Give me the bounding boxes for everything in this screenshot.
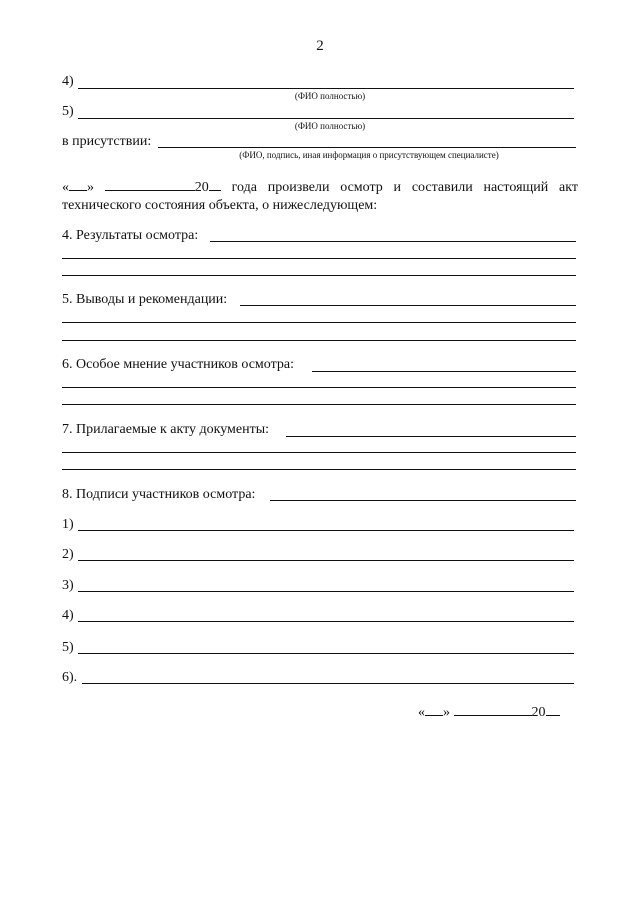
statement-line-2: технического состояния объекта, о нижеследующем: bbox=[62, 198, 378, 213]
signature-field-2[interactable] bbox=[78, 560, 574, 561]
signature-row-5 bbox=[62, 640, 74, 656]
section-conclusions-label: 5. Выводы и рекомендации: bbox=[62, 292, 228, 307]
year-field[interactable] bbox=[209, 178, 221, 191]
section-attachments-field-2[interactable] bbox=[62, 452, 576, 453]
section-opinion-field-1[interactable] bbox=[312, 371, 576, 372]
section-conclusions-field-1[interactable] bbox=[240, 305, 576, 306]
participant-row-5 bbox=[62, 104, 74, 120]
signature-field-1[interactable] bbox=[78, 530, 574, 531]
section-signatures-field[interactable] bbox=[270, 500, 576, 501]
date-month-year: 20 bbox=[105, 180, 221, 195]
footer-month-field[interactable] bbox=[454, 703, 532, 716]
participant-4-field[interactable] bbox=[78, 88, 574, 89]
signature-row-4 bbox=[62, 608, 74, 624]
section-results-field-2[interactable] bbox=[62, 258, 576, 259]
presence-field[interactable] bbox=[158, 147, 576, 148]
section-attachments-field-3[interactable] bbox=[62, 469, 576, 470]
participant-5-caption: (ФИО полностью) bbox=[294, 121, 366, 131]
signature-label: 2) bbox=[62, 547, 74, 562]
presence-row bbox=[62, 134, 151, 150]
section-opinion-label: 6. Особое мнение участников осмотра: bbox=[62, 357, 294, 372]
signature-field-5[interactable] bbox=[78, 653, 574, 654]
signature-label: 5) bbox=[62, 640, 74, 655]
statement-text: года произвели осмотр и составили настоящий акт bbox=[231, 180, 579, 195]
signature-field-4[interactable] bbox=[78, 621, 574, 622]
section-signatures-label: 8. Подписи участников осмотра: bbox=[62, 487, 256, 502]
signature-field-6[interactable] bbox=[82, 683, 574, 684]
section-attachments-label: 7. Прилагаемые к акту документы: bbox=[62, 422, 270, 437]
participant-row-4 bbox=[62, 74, 74, 90]
day-field[interactable] bbox=[69, 178, 87, 191]
signature-row-2 bbox=[62, 547, 74, 563]
signature-row-1 bbox=[62, 517, 74, 533]
presence-caption: (ФИО, подпись, иная информация о присутствующем специалисте) bbox=[239, 150, 499, 160]
signature-field-3[interactable] bbox=[78, 591, 574, 592]
page-number: 2 bbox=[316, 38, 324, 54]
section-results-field-1[interactable] bbox=[210, 241, 576, 242]
signature-row-6 bbox=[62, 670, 77, 686]
participant-4-caption: (ФИО полностью) bbox=[294, 91, 366, 101]
signature-label: 6). bbox=[62, 670, 78, 685]
section-conclusions-field-2[interactable] bbox=[62, 322, 576, 323]
statement-line-1 bbox=[62, 178, 578, 197]
signature-label: 3) bbox=[62, 578, 74, 593]
month-field[interactable] bbox=[105, 178, 195, 191]
section-attachments-field-1[interactable] bbox=[286, 436, 576, 437]
participant-5-field[interactable] bbox=[78, 118, 574, 119]
footer-year-field[interactable] bbox=[546, 703, 560, 716]
participant-label: 5) bbox=[62, 104, 74, 119]
footer-day-field[interactable] bbox=[425, 703, 443, 716]
footer-date: « » 20 bbox=[418, 703, 560, 721]
signature-label: 4) bbox=[62, 608, 74, 623]
section-results-field-3[interactable] bbox=[62, 275, 576, 276]
date-quote-open: « » bbox=[62, 180, 94, 195]
signature-label: 1) bbox=[62, 517, 74, 532]
section-opinion-field-3[interactable] bbox=[62, 404, 576, 405]
section-opinion-field-2[interactable] bbox=[62, 387, 576, 388]
section-results-label: 4. Результаты осмотра: bbox=[62, 228, 199, 243]
section-conclusions-field-3[interactable] bbox=[62, 340, 576, 341]
presence-label: в присутствии: bbox=[62, 134, 152, 149]
participant-label: 4) bbox=[62, 74, 74, 89]
signature-row-3 bbox=[62, 578, 74, 594]
